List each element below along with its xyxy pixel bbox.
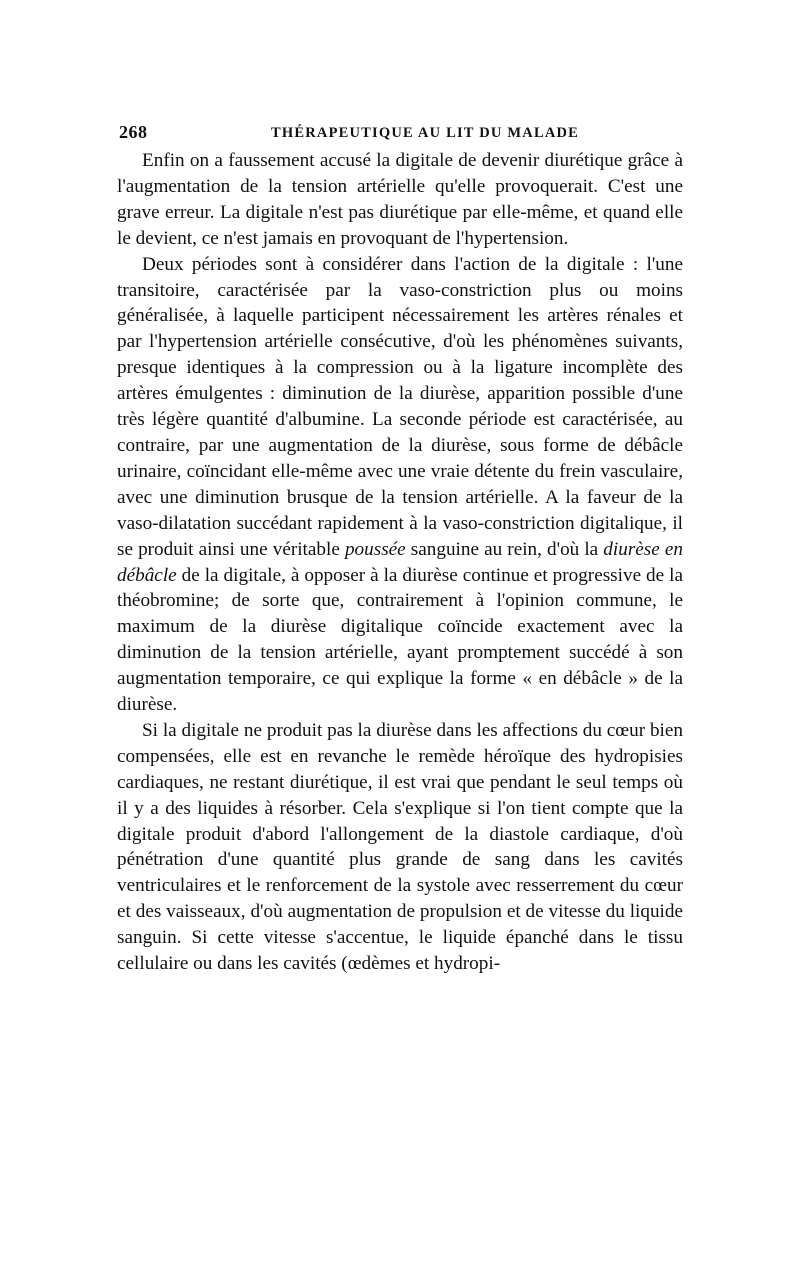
paragraph-1: Enfin on a faussement accusé la digitale de devenir diurétique grâce à l'augmentation de la tension artérielle qu'elle provoquerait. C'est une grave erreur. La digitale n'est pas diurétique par elle-même, et quand elle le devient, ce n'est jamais en provoquant de l'hypertension. xyxy=(117,150,683,249)
paragraph-2 xyxy=(117,252,683,718)
book-page xyxy=(117,118,683,977)
italic-diurese-en-debacle: diurèse en débâcle xyxy=(117,538,683,586)
paragraph-3: Si la digitale ne produit pas la diurèse dans les affections du cœur bien compensées, elle est en revanche le remède héroïque des hydropisies cardiaques, ne restant diurétique, il est vrai que pendant le seul temps où il y a des liquides à résorber. Cela s'explique si l'on tient compte que la digitale produit d'abord l'allongement de la diastole cardiaque, d'où pénétration d'une quantité plus grande de sang dans les cavités ventriculaires et le renforcement de la systole avec resserrement du cœur et des vaisseaux, d'où augmentation de propulsion et de vitesse du liquide sanguin. Si cette vitesse s'accentue, le liquide épanché dans le tissu cellulaire ou dans les cavités (œdèmes et hydropi- xyxy=(117,719,683,975)
running-header xyxy=(117,118,683,146)
italic-poussee: poussée xyxy=(344,538,406,560)
body-text xyxy=(117,148,683,977)
paragraph-2-part-c: de la digitale, à opposer à la diurèse continue et progressive de la théobromine; de sorte que, contrairement à l'opinion commune, le maximum de la diurèse digitalique coïncide exactement avec la diminution de la tension artérielle, ayant promptement succédé à son augmentation temporaire, ce qui explique la forme « en débâcle » de la diurèse. xyxy=(117,564,683,716)
page-number: 268 xyxy=(119,122,148,142)
paragraph-2-part-b: sanguine au rein, d'où la xyxy=(405,538,604,560)
paragraph-2-part-a: Deux périodes sont à considérer dans l'action de la digitale : l'une transitoire, caractérisée par la vaso-constriction plus ou moins généralisée, à laquelle participent nécessairement les artères rénales et par l'hypertension artérielle consécutive, d'où les phénomènes suivants, presque identiques à la compression ou à la ligature incomplète des artères émulgentes : diminution de la diurèse, apparition possible d'une très légère quantité d'albumine. La seconde période est caractérisée, au contraire, par une augmentation de la diurèse, sous forme de débâcle urinaire, coïncidant elle-même avec une vraie détente du frein vasculaire, avec une diminution brusque de la tension artérielle. A la faveur de la vaso-dilatation succédant rapidement à la vaso-constriction digitalique, il se produit ainsi une véritable xyxy=(117,253,683,560)
running-title: THÉRAPEUTIQUE AU LIT DU MALADE xyxy=(271,125,580,141)
